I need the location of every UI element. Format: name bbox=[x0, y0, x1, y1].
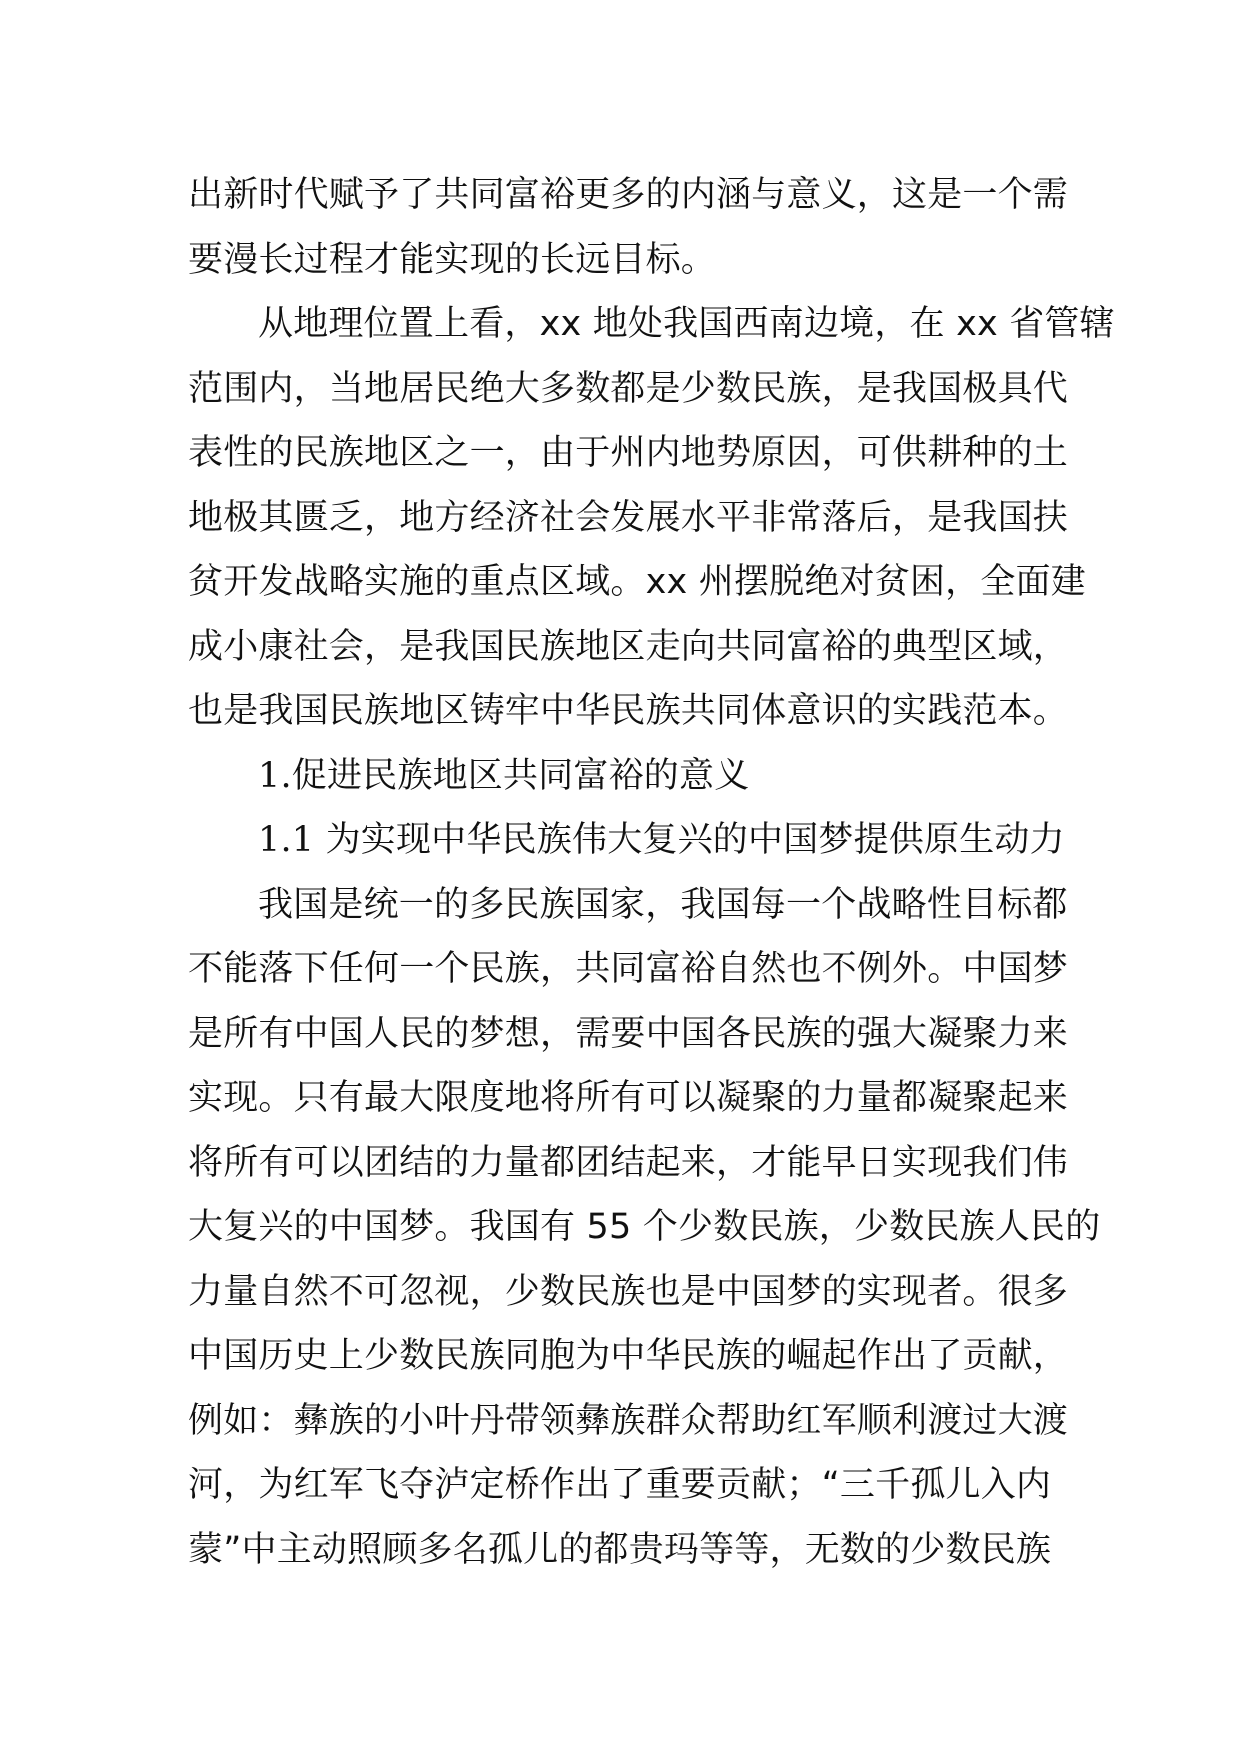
text-line: 力量自然不可忽视，少数民族也是中国梦的实现者。很多 bbox=[188, 1271, 1069, 1312]
text-line: 也是我国民族地区铸牢中华民族共同体意识的实践范本。 bbox=[188, 691, 1069, 731]
text-line: 河，为红军飞夺泸定桥作出了重要贡献；“三千孤儿入内 bbox=[188, 1465, 1052, 1505]
section-heading: 1.促进民族地区共同富裕的意义 bbox=[258, 755, 750, 796]
text-line: 出新时代赋予了共同富裕更多的内涵与意义，这是一个需 bbox=[188, 175, 1069, 215]
subsection-heading: 1.1 为实现中华民族伟大复兴的中国梦提供原生动力 bbox=[258, 820, 1065, 860]
text-line: 将所有可以团结的力量都团结起来，才能早日实现我们伟 bbox=[188, 1142, 1069, 1183]
text-line: 蒙”中主动照顾多名孤儿的都贵玛等等，无数的少数民族 bbox=[188, 1529, 1052, 1570]
text-line: 表性的民族地区之一，由于州内地势原因，可供耕种的土 bbox=[188, 433, 1069, 473]
text-line: 实现。只有最大限度地将所有可以凝聚的力量都凝聚起来 bbox=[188, 1078, 1069, 1118]
text-line: 大复兴的中国梦。我国有 55 个少数民族，少数民族人民的 bbox=[188, 1207, 1101, 1247]
text-line: 是所有中国人民的梦想，需要中国各民族的强大凝聚力来 bbox=[188, 1013, 1069, 1054]
document-body bbox=[188, 163, 1115, 1582]
text-line: 例如：彝族的小叶丹带领彝族群众帮助红军顺利渡过大渡 bbox=[188, 1400, 1069, 1441]
text-line: 成小康社会，是我国民族地区走向共同富裕的典型区域， bbox=[188, 626, 1069, 667]
text-line: 要漫长过程才能实现的长远目标。 bbox=[188, 239, 717, 280]
text-line: 贫开发战略实施的重点区域。xx 州摆脱绝对贫困，全面建 bbox=[188, 562, 1086, 602]
paragraph-start-line: 我国是统一的多民族国家，我国每一个战略性目标都 bbox=[258, 884, 1068, 925]
text-line: 范围内，当地居民绝大多数都是少数民族，是我国极具代 bbox=[188, 368, 1069, 409]
text-line: 地极其匮乏，地方经济社会发展水平非常落后，是我国扶 bbox=[188, 497, 1069, 538]
paragraph-start-line: 从地理位置上看，xx 地处我国西南边境，在 xx 省管辖 bbox=[258, 304, 1115, 344]
text-line: 不能落下任何一个民族，共同富裕自然也不例外。中国梦 bbox=[188, 949, 1069, 989]
text-line: 中国历史上少数民族同胞为中华民族的崛起作出了贡献， bbox=[188, 1336, 1069, 1376]
